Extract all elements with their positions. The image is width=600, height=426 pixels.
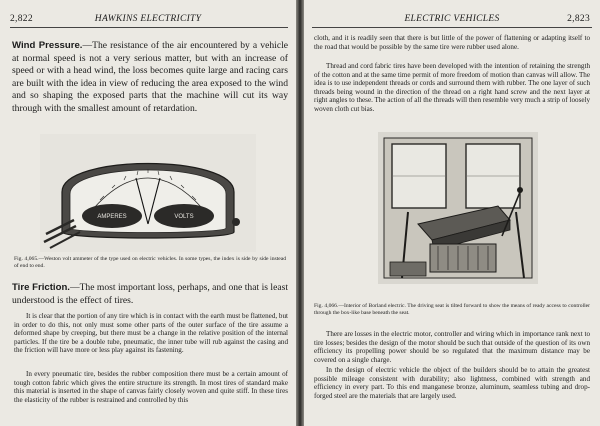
right-page [304, 0, 600, 426]
paragraph-vehicle-design: In the design of electric vehicle the object of the builders should be to attain the greatest possible mileage consistent with durability; also lightness, combined with strength and efficiency in every part. To this end manganese bronze, aluminum, seamless tubing and drop-forged steel are the materials that are largely used. [314, 366, 590, 400]
left-page [0, 0, 296, 426]
paragraph-tire-contact: It is clear that the portion of any tire which is in contact with the earth must be flattened, but in order to do this, not only must some other parts of the outer surface of the tire assume a deformed shape by creeping, but there must be a change in the relative position of the internal particles. If the tire be a double tube, pneumatic, the inner tube will rub against the casing and the friction will have more or less play against its fastening. [14, 312, 288, 355]
book-gutter [296, 0, 304, 426]
page-number: 2,822 [10, 14, 33, 24]
header-rule [312, 27, 592, 28]
running-head: ELECTRIC VEHICLES [404, 14, 500, 24]
tire-friction-heading: Tire Friction. [12, 282, 70, 293]
running-head: HAWKINS ELECTRICITY [94, 14, 202, 24]
header-rule [10, 27, 288, 28]
figure-4066-caption: Fig. 4,066.—Interior of Borland electric. The driving seat is tilted forward to show the means of ready access to controller through the box-like base beneath the seat. [314, 303, 590, 316]
borland-interior-illustration [378, 132, 538, 284]
paragraph-thread-cord: Thread and cord fabric tires have been developed with the intention of retaining the strength of the cotton and at the same time permit of more freedom of motion than canvas will allow. The idea is to use independent threads or cords and surround them with rubber. The one layer of such threads being wound in the direction of the thread on a right hand screw and the next layer at right angles to these. The action of all the threads will then resemble very much a strip of loosely woven cloth cut bias. [314, 62, 590, 113]
dial-label-volts: VOLTS [174, 214, 194, 220]
wind-pressure-text: —The resistance of the air encountered by a vehicle at normal speed is not a very serious matter, but with an increase of speed or with a head wind, the loss becomes quite large and racing cars are built with the idea in view of reducing the area exposed to the wind and so shaping the exposed parts that the machine will cut its way through with the smallest amount of retardation. [12, 40, 288, 114]
paragraph-cloth: cloth, and it is readily seen that there is but little of the power of flattening or adapting itself to the road that would be possible by the same tire were rubber used alone. [314, 34, 590, 51]
paragraph-pneumatic-tire: In every pneumatic tire, besides the rubber composition there must be a certain amount of tough cotton fabric which gives the entire structure its strength. In most tires of standard make this material is inserted in the shape of canvas fairly closely woven and quite stiff. In these tires the elasticity of the rubber is restrained and controlled by this [14, 370, 288, 404]
paragraph-motor-losses: There are losses in the electric motor, controller and wiring which in importance rank next to tire losses; besides the design of the motor should be such that outside of the question of its own efficiency its propelling power should be so regulated that the maximum distance may be covered on a single charge. [314, 330, 590, 364]
wind-pressure-heading: Wind Pressure. [12, 40, 83, 51]
figure-4065-caption: Fig. 4,065.—Weston volt ammeter of the type used on electric vehicles. In some types, the index is side by side instead of end to end. [14, 256, 286, 269]
dial-label-amperes: AMPERES [97, 214, 127, 220]
volt-ammeter-illustration [40, 134, 256, 252]
wind-pressure-paragraph [12, 40, 288, 116]
tire-friction-paragraph [12, 282, 288, 307]
tire-friction-text: —The most important loss, perhaps, and one that is least understood is the effect of tires. [12, 282, 288, 306]
page-number: 2,823 [567, 14, 590, 24]
